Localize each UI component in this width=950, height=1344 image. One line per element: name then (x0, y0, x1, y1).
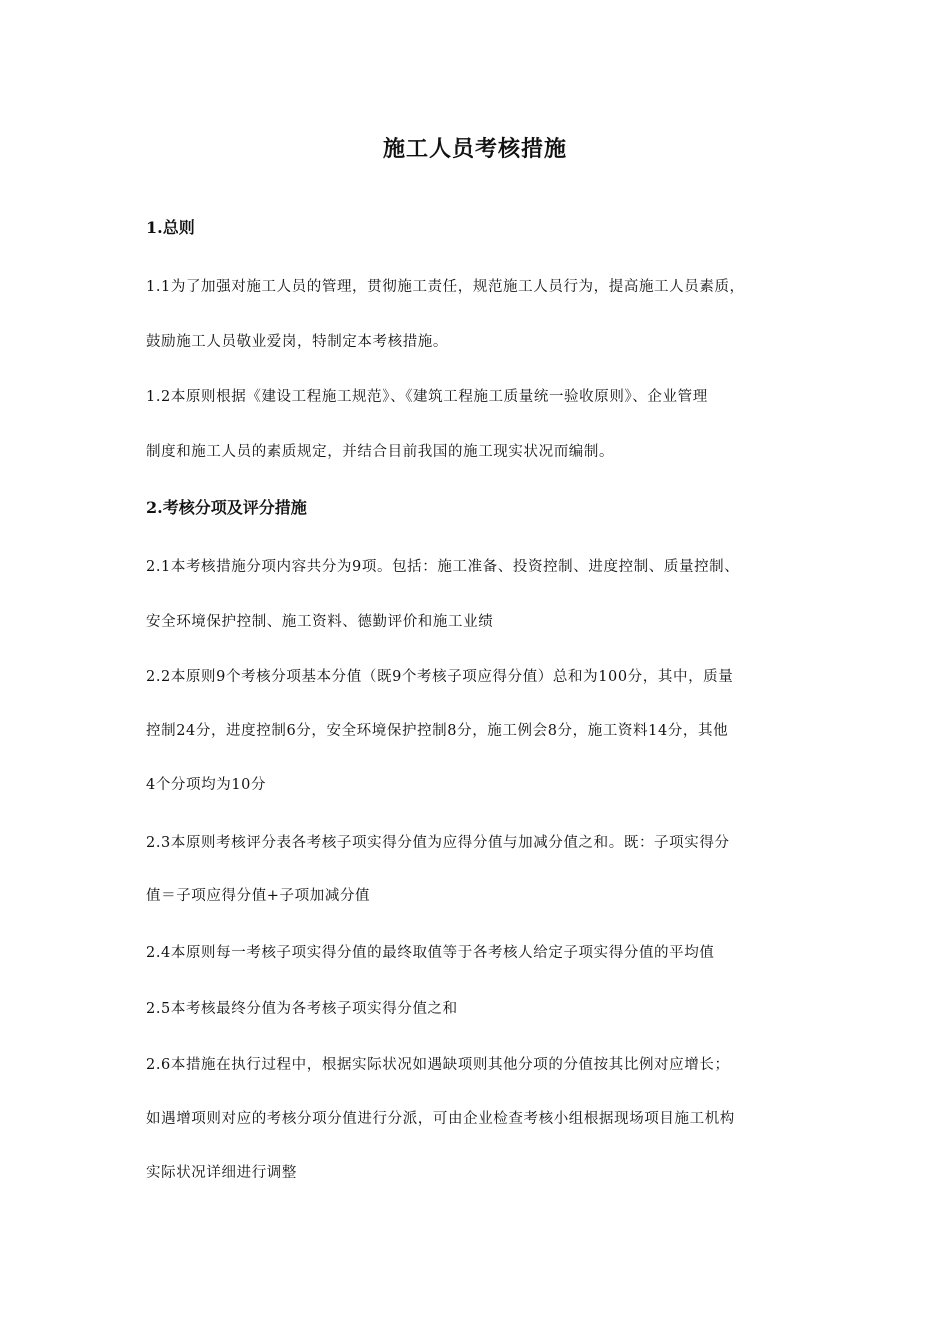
paragraph-line: 2.1本考核措施分项内容共分为9项。包括：施工准备、投资控制、进度控制、质量控制、 (146, 559, 740, 575)
paragraph-line: 2.6本措施在执行过程中，根据实际状况如遇缺项则其他分项的分值按其比例对应增长； (146, 1057, 730, 1073)
paragraph-line: 2.3本原则考核评分表各考核子项实得分值为应得分值与加减分值之和。既：子项实得分 (146, 835, 730, 851)
paragraph-line: 2.2本原则9个考核分项基本分值（既9个考核子项应得分值）总和为100分，其中，质量 (146, 669, 734, 685)
section-heading-assessment: 2.考核分项及评分措施 (146, 498, 307, 517)
section-heading-general: 1.总则 (146, 218, 195, 237)
paragraph-line: 鼓励施工人员敬业爱岗，特制定本考核措施。 (146, 334, 448, 350)
paragraph-line: 2.4本原则每一考核子项实得分值的最终取值等于各考核人给定子项实得分值的平均值 (146, 945, 715, 961)
paragraph-line: 1.2本原则根据《建设工程施工规范》、《建筑工程施工质量统一验收原则》、企业管理 (146, 389, 708, 405)
paragraph-line: 控制24分，进度控制6分，安全环境保护控制8分，施工例会8分，施工资料14分，其他 (146, 723, 729, 739)
paragraph-line: 2.5本考核最终分值为各考核子项实得分值之和 (146, 1001, 458, 1017)
paragraph-line: 实际状况详细进行调整 (146, 1165, 297, 1181)
paragraph-line: 值＝子项应得分值+子项加减分值 (146, 888, 371, 904)
document-title: 施工人员考核措施 (382, 136, 567, 162)
paragraph-line: 4个分项均为10分 (146, 777, 267, 793)
paragraph-line: 安全环境保护控制、施工资料、德勤评价和施工业绩 (146, 614, 494, 630)
paragraph-line: 如遇增项则对应的考核分项分值进行分派，可由企业检查考核小组根据现场项目施工机构 (146, 1111, 735, 1127)
paragraph-line: 1.1为了加强对施工人员的管理，贯彻施工责任，规范施工人员行为，提高施工人员素质， (146, 279, 745, 295)
paragraph-line: 制度和施工人员的素质规定，并结合目前我国的施工现实状况而编制。 (146, 444, 615, 460)
